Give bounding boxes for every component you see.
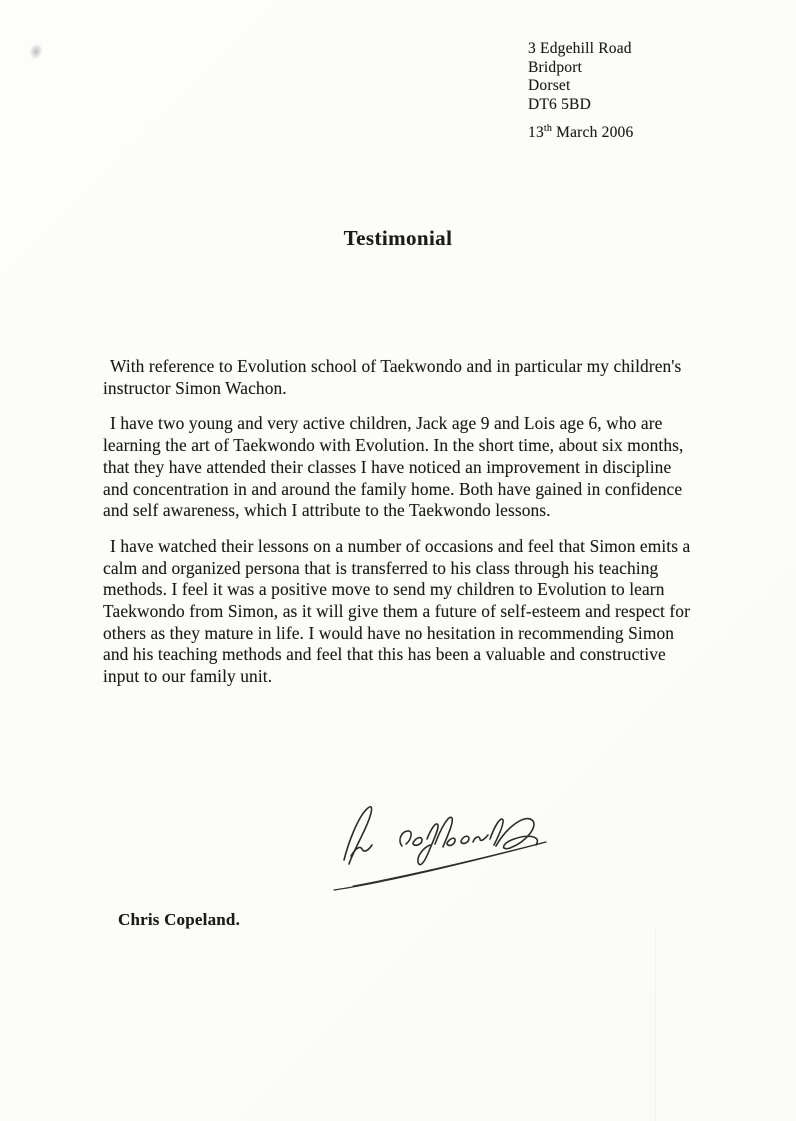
scan-crease (655, 930, 656, 1121)
letter-date (528, 124, 633, 143)
address-line-4: DT6 5BD (528, 95, 591, 113)
paragraph-2: I have two young and very active children, Jack age 9 and Lois age 6, who are learning the art of Taekwondo with Evolution. In the short time, about six months, that they have attended their classes I have noticed an improvement in discipline and concentration in and around the family home. Both have gained in confidence and self awareness, which I attribute to the Taekwondo lessons. (103, 413, 684, 521)
date-day: 13 (528, 124, 544, 141)
address-line-1: 3 Edgehill Road (528, 40, 632, 57)
address-line-3: Dorset (528, 77, 571, 94)
letter-title: Testimonial (343, 226, 453, 250)
sender-address (528, 40, 633, 143)
letter-body (103, 356, 699, 702)
paragraph-3: I have watched their lessons on a number of occasions and feel that Simon emits a calm and organized persona that is transferred to his class through his teaching methods. I feel it was a positive move to send my children to Evolution to learn Taekwondo from Simon, as it will give them a future of self-esteem and respect for others as they mature in life. I would have no hesitation in recommending Simon and his teaching methods and feel that this has been a valuable and constructive input to our family unit. (103, 535, 691, 687)
signature-strokes (318, 792, 563, 897)
date-ordinal-suffix: th (543, 122, 553, 134)
date-month-year: March 2006 (556, 124, 634, 141)
scan-smudge (28, 42, 45, 60)
signatory-name: Chris Copeland. (118, 910, 241, 929)
handwritten-signature (318, 792, 563, 897)
paragraph-1: With reference to Evolution school of Taekwondo and in particular my children's instructor Simon Wachon. (103, 356, 682, 398)
address-line-2: Bridport (528, 58, 583, 76)
